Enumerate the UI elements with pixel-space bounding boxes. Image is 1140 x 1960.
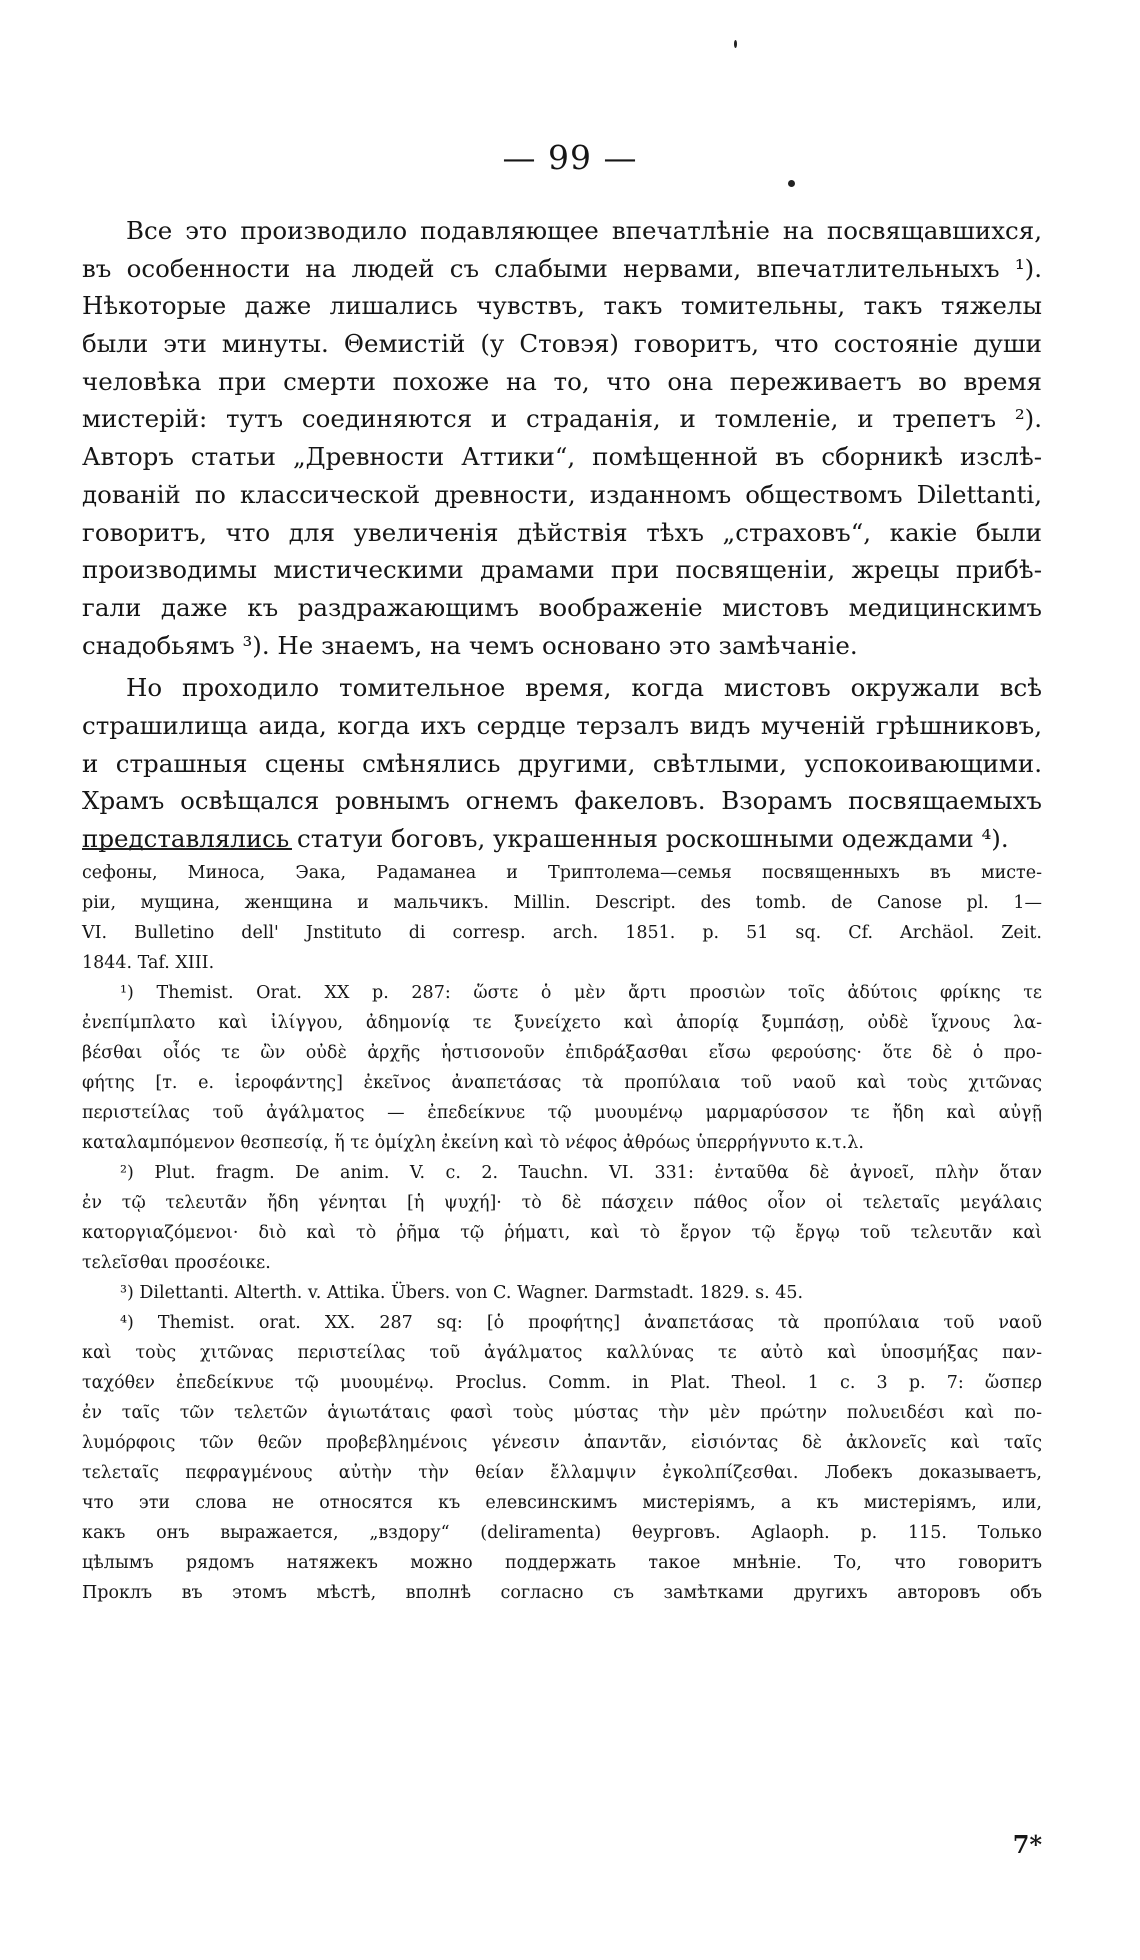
- text-line: говоритъ, что для увеличенія дѣйствія тѣхъ „страховъ“, какіе были: [82, 517, 1042, 547]
- footnote-line: 1844. Taf. XIII.: [82, 953, 215, 973]
- footnote-line: ἐν ταῖς τῶν τελετῶν ἁγιωτάταις φασὶ τοὺς μύστας τὴν μὲν πρώτην πολυειδέσι καὶ πο-: [82, 1403, 1042, 1423]
- text-line: страшилища аида, когда ихъ сердце терзалъ видъ мученій грѣшниковъ,: [82, 710, 1042, 740]
- ink-speck: [788, 180, 795, 187]
- footnote-line: ταχόθεν ἐπεδείκνυε τῷ μυουμένῳ. Proclus. Comm. in Plat. Theol. 1 c. 3 p. 7: ὥσπερ: [82, 1373, 1042, 1393]
- page-number: — 99 —: [502, 138, 638, 177]
- footnote-line: ⁴) Themist. orat. XX. 287 sq: [ὁ προφήτης] ἀναπετάσας τὰ προπύλαια τοῦ ναοῦ: [120, 1313, 1042, 1333]
- ink-speck: [734, 40, 737, 48]
- signature-mark: 7*: [1012, 1830, 1042, 1859]
- footnote-line: цѣлымъ рядомъ натяжекъ можно поддержать такое мнѣніе. То, что говоритъ: [82, 1553, 1042, 1573]
- text-line: Все это производило подавляющее впечатлѣніе на посвящавшихся,: [126, 216, 1042, 245]
- footnote-line: καταλαμπόμενον θεσπεσίᾳ, ἥ τε ὁμίχλη ἐκείνη καὶ τὸ νέφος ἀθρόως ὑπερρήγνυτο κ.τ.λ.: [82, 1133, 864, 1153]
- text-line: представлялись статуи боговъ, украшенныя роскошными одеждами ⁴).: [82, 824, 1009, 853]
- text-line: мистерій: тутъ соединяются и страданія, и томленіе, и трепетъ ²).: [82, 404, 1042, 434]
- footnote-line: βέσθαι οἷός τε ὢν οὐδὲ ἀρχῆς ἡστισονοῦν ἐπιδράξασθαι εἴσω φερούσης· ὅτε δὲ ὁ προ-: [82, 1043, 1042, 1063]
- text-line: человѣка при смерти похоже на то, что она переживаетъ во время: [82, 366, 1042, 396]
- footnote-line: сефоны, Миноса, Эака, Радаманеа и Триптолема—семья посвященныхъ въ мисте-: [82, 863, 1042, 883]
- footnote-line: ἐν τῷ τελευτᾶν ἤδη γένηται [ἡ ψυχή]· τὸ δὲ πάσχειν πάθος οἷον οἱ τελεταῖς μεγάλαις: [82, 1193, 1042, 1213]
- footnote-line: какъ онъ выражается, „вздору“ (deliramenta) θеурговъ. Aglaoph. p. 115. Только: [82, 1523, 1042, 1543]
- footnote-line: περιστείλας τοῦ ἀγάλματος — ἐπεδείκνυε τῷ μυουμένῳ μαρμαρύσσον τε ἤδη καὶ αὐγῇ: [82, 1103, 1042, 1123]
- footnote-line: ³) Dilettanti. Alterth. v. Attika. Übers. von C. Wagner. Darmstadt. 1829. s. 45.: [120, 1283, 804, 1303]
- footnote-line: ἐνεπίμπλατο καὶ ἰλίγγου, ἀδημονίᾳ τε ξυνείχετο καὶ ἀπορίᾳ ξυμπάσῃ, οὐδὲ ἴχνους λα-: [82, 1013, 1042, 1033]
- text-line: гали даже къ раздражающимъ воображеніе мистовъ медицинскимъ: [82, 592, 1042, 622]
- text-line: дованій по классической древности, изданномъ обществомъ Dilettanti,: [82, 479, 1042, 509]
- text-line: Храмъ освѣщался ровнымъ огнемъ факеловъ. Взорамъ посвящаемыхъ: [82, 786, 1042, 816]
- text-line: снадобьямъ ³). Не знаемъ, на чемъ основано это замѣчаніе.: [82, 630, 858, 660]
- footnote-line: τελεῖσθαι προσέοικε.: [82, 1253, 271, 1273]
- text-line: были эти минуты. Θемистій (у Стовэя) говоритъ, что состояніе души: [82, 329, 1042, 359]
- footnote-line: что эти слова не относятся къ елевсинскимъ мистеріямъ, а къ мистеріямъ, или,: [82, 1493, 1042, 1513]
- footnote-line: ²) Plut. fragm. De anim. V. c. 2. Tauchn. VI. 331: ἐνταῦθα δὲ ἀγνοεῖ, πλὴν ὅταν: [120, 1163, 1042, 1183]
- text-line: и страшныя сцены смѣнялись другими, свѣтлыми, успокоивающими.: [82, 748, 1042, 778]
- footnote-line: ¹) Themist. Orat. XX p. 287: ὥστε ὁ μὲν ἄρτι προσιὼν τοῖς ἀδύτοις φρίκης τε: [120, 983, 1042, 1003]
- text-line: Но проходило томительное время, когда мистовъ окружали всѣ: [126, 673, 1042, 703]
- text-line: производимы мистическими драмами при посвященіи, жрецы прибѣ-: [82, 555, 1042, 585]
- main-text: [82, 212, 1042, 858]
- footnote-line: λυμόρφοις τῶν θεῶν προβεβλημένοις γένεσιν ἀπαντᾶν, εἰσιόντας δὲ ἀκλονεῖς καὶ ταῖς: [82, 1433, 1042, 1453]
- footnote-line: Проклъ въ этомъ мѣстѣ, вполнѣ согласно съ замѣтками другихъ авторовъ объ: [82, 1583, 1042, 1603]
- text-line: Нѣкоторые даже лишались чувствъ, такъ томительны, такъ тяжелы: [82, 291, 1042, 321]
- footnote-line: κατοργιαζόμενοι· διὸ καὶ τὸ ῥῆμα τῷ ῥήματι, καὶ τὸ ἔργον τῷ ἔργῳ τοῦ τελευτᾶν καὶ: [82, 1223, 1042, 1243]
- text-line: Авторъ статьи „Древности Аттики“, помѣщенной въ сборникѣ изслѣ-: [82, 442, 1042, 472]
- footnote-line: VI. Bulletino dell' Jnstituto di corresp. arch. 1851. p. 51 sq. Cf. Archäol. Zeit.: [82, 923, 1042, 943]
- footnotes: [82, 858, 1042, 1608]
- footnote-line: φήτης [т. е. ἱεροφάντης] ἐκεῖνος ἀναπετάσας τὰ προπύλαια τοῦ ναοῦ καὶ τοὺς χιτῶνας: [82, 1073, 1042, 1093]
- text-line: въ особенности на людей съ слабыми нервами, впечатлительныхъ ¹).: [82, 253, 1042, 283]
- footnote-divider: [82, 848, 292, 850]
- footnote-line: καὶ τοὺς χιτῶνας περιστείλας τοῦ ἀγάλματος καλλύνας τε αὐτὸ καὶ ὑποσμήξας παν-: [82, 1343, 1042, 1363]
- footnote-line: τελεταῖς πεφραγμένους αὐτὴν τὴν θείαν ἔλλαμψιν ἐγκολπίζεσθαι. Лобекъ доказываетъ,: [82, 1463, 1042, 1483]
- footnote-line: ріи, мущина, женщина и мальчикъ. Millin. Descript. des tomb. de Canose pl. 1—: [82, 893, 1042, 913]
